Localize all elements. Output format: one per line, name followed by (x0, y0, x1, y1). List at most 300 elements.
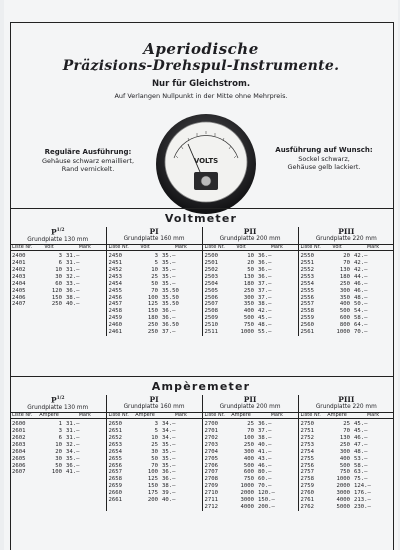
voltmeter-column-header: Volt (34, 244, 64, 251)
amperemeter-cell: 213.— (354, 497, 371, 504)
amperemeter-cell: 25 (343, 421, 351, 428)
voltmeter-cell (34, 329, 64, 336)
voltmeter-column-header: Mark (160, 244, 202, 251)
amperemeter-cell (34, 490, 64, 497)
voltmeter-cell: 1000 (240, 329, 255, 336)
amperemeter-cell: 46.— (258, 462, 272, 469)
voltmeter-cell: 40.— (66, 301, 80, 308)
amperemeter-group-name: PI (149, 395, 159, 404)
amperemeter-cell: 200 (147, 497, 159, 504)
amperemeter-cell: 34.— (162, 421, 176, 428)
amperemeter-cell: 34.— (162, 434, 176, 441)
voltmeter-cell: 2460 (106, 322, 130, 329)
voltmeter-cell: 48.— (258, 322, 272, 329)
voltmeter-cell: 2461 (106, 329, 130, 336)
amperemeter-cell: 35.— (162, 448, 176, 455)
voltmeter-cell: 60 (55, 280, 62, 287)
amperemeter-cell: 2607 (12, 469, 26, 476)
amperemeter-cell: 38.— (162, 483, 176, 490)
voltmeter-cell: 2451 (106, 260, 130, 267)
table-row (10, 281, 394, 288)
title-line-2: Präzisions-Drehspul-Instrumente. (62, 58, 340, 74)
amperemeter-cell: 3 (154, 421, 159, 428)
voltmeter-cell: 300 (243, 294, 255, 301)
voltmeter-cell: 36.— (162, 315, 176, 322)
amperemeter-cell: 36.— (258, 421, 272, 428)
amperemeter-cell: 750 (243, 476, 255, 483)
amperemeter-cell: 124.— (354, 483, 371, 490)
amperemeter-group-name: PIII (338, 395, 355, 404)
table-row (10, 435, 394, 442)
voltmeter-cell: 2555 (298, 288, 322, 295)
amperemeter-cell: 60.— (258, 476, 272, 483)
regular-heading: Reguläre Ausführung: (44, 148, 132, 156)
amperemeter-cell: 2600 (12, 421, 26, 428)
table-row (10, 308, 394, 315)
amperemeter-cell: 31.— (66, 434, 80, 441)
amperemeter-cell: 600 (243, 469, 255, 476)
amperemeter-cell: 20 (55, 448, 62, 455)
voltmeter-cell: 31.— (66, 266, 80, 273)
amperemeter-cell: 70 (151, 462, 159, 469)
special-version-text (254, 146, 394, 172)
voltmeter-cell (64, 315, 106, 322)
table-row (10, 419, 394, 428)
table-row (10, 428, 394, 435)
voltmeter-cell: 36.— (162, 308, 176, 315)
amperemeter-rule (10, 376, 394, 377)
voltmeter-cell: 2551 (298, 260, 322, 267)
voltmeter-column-header: Liste Nr. (202, 244, 226, 251)
voltmeter-cell: 2402 (12, 266, 26, 273)
amperemeter-cell: 2657 (106, 469, 130, 476)
amperemeter-cell: 50 (55, 462, 62, 469)
table-row (10, 274, 394, 281)
amperemeter-cell: 2701 (202, 428, 226, 435)
voltmeter-group-plate: Grundplatte 220 mm (315, 235, 377, 242)
voltmeter-column-header: Mark (64, 244, 106, 251)
amperemeter-cell: 41.— (66, 469, 80, 476)
voltmeter-cell: 36.— (258, 266, 272, 273)
subtitle: Nur für Gleichstrom. (151, 79, 251, 89)
voltmeter-cell: 36.50 (162, 322, 179, 329)
amperemeter-cell (64, 504, 106, 511)
table-row (10, 301, 394, 308)
voltmeter-column-header: Volt (226, 244, 256, 251)
voltmeter-cell: 350 (339, 294, 351, 301)
voltmeter-rule (10, 208, 394, 209)
amperemeter-cell (34, 476, 64, 483)
voltmeter-cell: 70 (151, 287, 159, 294)
amperemeter-cell: 53.— (354, 455, 368, 462)
amperemeter-cell: 5000 (336, 503, 351, 510)
voltmeter-cell: 2452 (106, 267, 130, 274)
special-heading: Ausführung auf Wunsch: (275, 146, 373, 154)
amperemeter-cell: 2706 (202, 463, 226, 470)
voltmeter-column-header: Mark (352, 244, 394, 251)
amperemeter-cell: 2605 (12, 455, 26, 462)
amperemeter-cell: 2712 (202, 504, 226, 511)
voltmeter-cell: 2453 (106, 274, 130, 281)
voltmeter-cell: 36.— (66, 287, 80, 294)
amperemeter-cell: 2761 (298, 497, 322, 504)
amperemeter-cell: 250 (339, 441, 351, 448)
voltmeter-cell: 400 (339, 301, 351, 308)
amperemeter-cell: 2604 (12, 448, 26, 455)
amperemeter-cell (10, 483, 34, 490)
amperemeter-group-plate: Grundplatte 200 mm (219, 403, 281, 410)
voltmeter-group-name: PI (149, 227, 159, 236)
amperemeter-cell: 70.— (258, 483, 272, 490)
amperemeter-cell: 2756 (298, 463, 322, 470)
amperemeter-cell: 50 (151, 455, 159, 462)
amperemeter-cell: 2753 (298, 442, 322, 449)
amperemeter-cell: 500 (339, 462, 351, 469)
amperemeter-column-header: Liste Nr. (202, 412, 226, 419)
voltmeter-group-header (106, 227, 202, 244)
amperemeter-cell: 41.— (258, 448, 272, 455)
amperemeter-cell: 35.— (162, 455, 176, 462)
amperemeter-cell: 125 (147, 476, 159, 483)
amperemeter-cell: 2655 (106, 456, 130, 463)
amperemeter-cell: 63.— (354, 469, 368, 476)
voltmeter-cell: 35.50 (162, 294, 179, 301)
amperemeter-cell: 2752 (298, 435, 322, 442)
voltmeter-cell: 2509 (202, 315, 226, 322)
voltmeter-cell: 42.— (354, 253, 368, 260)
voltmeter-cell: 48.— (354, 294, 368, 301)
amperemeter-cell: 120.— (258, 490, 275, 497)
amperemeter-cell: 2603 (12, 441, 26, 448)
voltmeter-cell: 37.— (258, 287, 272, 294)
amperemeter-cell: 36.— (162, 469, 176, 476)
voltmeter-cell: 3 (58, 253, 62, 260)
voltmeter-cell: 58.— (354, 315, 368, 322)
voltmeter-cell: 36.— (258, 260, 272, 266)
voltmeter-column-header: Liste Nr. (298, 244, 322, 251)
amperemeter-cell: 4000 (240, 503, 255, 510)
amperemeter-cell: 2751 (298, 428, 322, 435)
voltmeter-cell: 2508 (202, 308, 226, 315)
amperemeter-cell: 31.— (66, 428, 80, 434)
table-row (10, 463, 394, 470)
zero-point-note: Auf Verlangen Nullpunkt in der Mitte ohne Mehrpreis. (114, 92, 288, 100)
amperemeter-column-header: Ampère (130, 412, 160, 419)
amperemeter-cell (10, 490, 34, 497)
table-row (10, 456, 394, 463)
table-row (10, 260, 394, 267)
amperemeter-cell: 5 (154, 428, 159, 434)
amperemeter-cell: 45.— (354, 428, 368, 434)
voltmeter-cell (64, 322, 106, 329)
voltmeter-cell: 350 (243, 301, 255, 308)
amperemeter-cell: 250 (243, 441, 255, 448)
amperemeter-table (10, 395, 394, 511)
voltmeter-cell (10, 315, 34, 322)
voltmeter-group-plate: Grundplatte 130 mm (27, 236, 89, 243)
amperemeter-column-header: Mark (352, 412, 394, 419)
voltmeter-cell: 250 (339, 280, 351, 287)
amperemeter-cell: 176.— (354, 490, 371, 497)
amperemeter-cell: 2709 (202, 483, 226, 490)
voltmeter-cell: 130 (243, 273, 255, 280)
voltmeter-cell: 2559 (298, 315, 322, 322)
table-row (10, 288, 394, 295)
amperemeter-cell: 2661 (106, 497, 130, 504)
voltmeter-group-name: $P^{1/2}$ (50, 227, 65, 237)
amperemeter-cell: 25 (247, 421, 255, 428)
amperemeter-cell: 1000 (240, 483, 255, 490)
voltmeter-group-plate: Grundplatte 160 mm (123, 235, 185, 242)
amperemeter-cell (10, 497, 34, 504)
amperemeter-column-header: Ampère (34, 412, 64, 419)
voltmeter-cell: 600 (339, 315, 351, 322)
amperemeter-group-header (106, 395, 202, 412)
voltmeter-cell: 2552 (298, 267, 322, 274)
table-row (10, 469, 394, 476)
voltmeter-cell: 50.— (354, 301, 368, 308)
amperemeter-column-header: Mark (160, 412, 202, 419)
voltmeter-cell: 750 (243, 322, 255, 329)
voltmeter-group-header (298, 227, 394, 244)
table-row (10, 476, 394, 483)
amperemeter-cell: 230.— (354, 503, 371, 510)
amperemeter-cell: 2700 (202, 419, 226, 428)
voltmeter-cell: 37.— (258, 280, 272, 287)
voltmeter-cell: 800 (339, 322, 351, 329)
amperemeter-cell: 34.— (162, 428, 176, 434)
amperemeter-cell: 2759 (298, 483, 322, 490)
voltmeter-cell: 6 (58, 260, 62, 266)
voltmeter-cell: 37.— (258, 294, 272, 301)
amperemeter-cell: 3 (58, 428, 62, 434)
amperemeter-cell: 2602 (12, 434, 26, 441)
amperemeter-cell: 2660 (106, 490, 130, 497)
table-row (10, 251, 394, 260)
amperemeter-cell: 2651 (106, 428, 130, 435)
amperemeter-cell: 3000 (240, 497, 255, 504)
amperemeter-cell: 35.— (162, 441, 176, 448)
voltmeter-cell: 70 (343, 260, 351, 266)
title-line-1: Aperiodische (143, 40, 259, 58)
voltmeter-cell: 35.— (162, 266, 176, 273)
voltmeter-cell: 20 (247, 260, 255, 266)
voltmeter-cell: 36.— (258, 253, 272, 260)
voltmeter-illustration (154, 108, 258, 218)
voltmeter-cell: 2455 (106, 288, 130, 295)
table-row (10, 449, 394, 456)
amperemeter-cell: 80.— (258, 469, 272, 476)
amperemeter-cell: 25 (151, 441, 159, 448)
voltmeter-cell: 31.— (66, 260, 80, 266)
amperemeter-group-name: PII (243, 395, 257, 404)
amperemeter-cell: 500 (243, 462, 255, 469)
amperemeter-cell: 2704 (202, 449, 226, 456)
voltmeter-cell: 35.— (162, 260, 176, 266)
amperemeter-cell (64, 476, 106, 483)
voltmeter-cell: 2503 (202, 274, 226, 281)
voltmeter-cell: 250 (147, 322, 159, 329)
amperemeter-cell (34, 504, 64, 511)
table-row (10, 295, 394, 302)
amperemeter-cell: 2707 (202, 469, 226, 476)
amperemeter-cell: 38.— (258, 434, 272, 441)
voltmeter-cell (34, 322, 64, 329)
table-row (10, 497, 394, 504)
voltmeter-cell: 2561 (298, 329, 322, 336)
amperemeter-cell: 200.— (258, 503, 275, 510)
voltmeter-cell: 32.— (66, 273, 80, 280)
amperemeter-cell (64, 483, 106, 490)
voltmeter-table (10, 227, 394, 336)
voltmeter-group-header (202, 227, 298, 244)
voltmeter-cell: 35.— (162, 253, 176, 260)
amperemeter-group-header (10, 395, 106, 412)
amperemeter-cell: 70 (343, 428, 351, 434)
amperemeter-cell: 2702 (202, 435, 226, 442)
voltmeter-title: Voltmeter (164, 212, 238, 225)
voltmeter-column-header: Mark (256, 244, 298, 251)
amperemeter-cell: 100 (243, 434, 255, 441)
amperemeter-cell: 35.— (162, 462, 176, 469)
voltmeter-cell: 2400 (12, 253, 26, 260)
amperemeter-cell (34, 483, 64, 490)
voltmeter-cell: 180 (339, 273, 351, 280)
voltmeter-cell: 250 (147, 329, 159, 336)
voltmeter-cell: 2501 (202, 260, 226, 267)
amperemeter-column-header: Ampère (226, 412, 256, 419)
voltmeter-cell: 42.— (258, 308, 272, 315)
voltmeter-cell: 500 (243, 315, 255, 322)
amperemeter-cell: 47.— (354, 441, 368, 448)
amperemeter-cell: 100 (51, 469, 62, 476)
amperemeter-cell: 40.— (162, 497, 176, 504)
voltmeter-cell: 42.— (354, 260, 368, 266)
amperemeter-group-plate: Grundplatte 220 mm (315, 403, 377, 410)
voltmeter-cell: 70.— (354, 329, 368, 336)
dial-label: VOLTS (193, 157, 219, 165)
voltmeter-cell (34, 315, 64, 322)
amperemeter-column-header: Mark (64, 412, 106, 419)
voltmeter-cell: 130 (339, 266, 351, 273)
regular-line-1: Gehäuse schwarz emailliert, (41, 156, 135, 165)
voltmeter-cell: 10 (151, 266, 159, 273)
table-row (10, 483, 394, 490)
voltmeter-cell: 2403 (12, 273, 26, 280)
voltmeter-column-header: Liste Nr. (106, 244, 130, 251)
amperemeter-cell: 2711 (202, 497, 226, 504)
amperemeter-cell: 10 (55, 441, 62, 448)
amperemeter-group-header (202, 395, 298, 412)
amperemeter-cell (10, 476, 34, 483)
voltmeter-cell: 2556 (298, 295, 322, 302)
special-line-2: Gehäuse gelb lackiert. (287, 163, 361, 171)
voltmeter-group-name: PII (243, 227, 257, 236)
amperemeter-cell: 70 (247, 428, 255, 434)
amperemeter-cell: 34.— (66, 448, 80, 455)
voltmeter-cell: 500 (339, 308, 351, 315)
amperemeter-column-header: Ampère (322, 412, 352, 419)
voltmeter-cell: 2557 (298, 301, 322, 308)
voltmeter-cell: 2405 (12, 287, 26, 294)
voltmeter-cell: 2454 (106, 281, 130, 288)
table-row (10, 504, 394, 511)
amperemeter-column-header: Liste Nr. (12, 412, 33, 418)
voltmeter-cell: 2511 (202, 329, 226, 336)
voltmeter-cell: 55.— (258, 329, 272, 336)
amperemeter-cell (10, 504, 34, 511)
voltmeter-cell: 25 (151, 273, 159, 280)
voltmeter-cell: 10 (55, 266, 62, 273)
amperemeter-cell: 2653 (106, 442, 130, 449)
voltmeter-cell: 45.— (258, 315, 272, 322)
voltmeter-cell: 400 (243, 308, 255, 315)
amperemeter-group-sup: 1/2 (56, 396, 65, 401)
voltmeter-cell: 33.— (66, 280, 80, 287)
voltmeter-cell: 300 (339, 287, 351, 294)
amperemeter-cell: 2705 (202, 456, 226, 463)
voltmeter-cell: 2506 (202, 295, 226, 302)
catalog-page (4, 0, 398, 550)
voltmeter-cell (10, 329, 34, 336)
voltmeter-cell: 38.— (258, 301, 272, 308)
amperemeter-cell: 2710 (202, 490, 226, 497)
voltmeter-cell: 37.— (162, 329, 176, 336)
table-row (10, 315, 394, 322)
amperemeter-cell: 130 (339, 434, 351, 441)
voltmeter-cell: 2505 (202, 288, 226, 295)
amperemeter-cell: 300 (339, 448, 351, 455)
voltmeter-cell: 250 (51, 301, 62, 308)
voltmeter-cell: 150 (147, 308, 159, 315)
amperemeter-cell: 58.— (354, 462, 368, 469)
regular-version-text (18, 148, 158, 174)
amperemeter-cell: 31.— (66, 421, 80, 428)
amperemeter-cell: 2762 (298, 504, 322, 511)
voltmeter-cell: 100 (147, 294, 159, 301)
amperemeter-cell: 2601 (12, 428, 26, 434)
voltmeter-cell: 50 (151, 280, 159, 287)
voltmeter-cell: 2553 (298, 274, 322, 281)
voltmeter-cell: 2456 (106, 295, 130, 302)
table-row (10, 322, 394, 329)
voltmeter-cell: 42.— (354, 266, 368, 273)
amperemeter-cell: 2650 (106, 419, 130, 428)
voltmeter-cell: 150 (51, 294, 62, 301)
voltmeter-cell: 35.— (162, 280, 176, 287)
voltmeter-cell: 44.— (354, 273, 368, 280)
amperemeter-cell: 2760 (298, 490, 322, 497)
voltmeter-cell: 180 (243, 280, 255, 287)
amperemeter-cell: 32.— (66, 441, 80, 448)
amperemeter-cell: 40.— (258, 441, 272, 448)
voltmeter-cell: 35.50 (162, 287, 179, 294)
table-row (10, 442, 394, 449)
special-line-1: Sockel schwarz, (298, 154, 350, 163)
voltmeter-cell: 2550 (298, 251, 322, 260)
amperemeter-cell: 3000 (336, 490, 351, 497)
amperemeter-group-plate: Grundplatte 160 mm (123, 403, 185, 410)
amperemeter-cell: 75.— (354, 476, 368, 483)
amperemeter-cell: 2659 (106, 483, 130, 490)
voltmeter-cell: 2450 (106, 251, 130, 260)
voltmeter-cell: 3 (154, 253, 159, 260)
voltmeter-group-header (10, 227, 106, 244)
voltmeter-cell: 2458 (106, 308, 130, 315)
voltmeter-cell: 2554 (298, 281, 322, 288)
voltmeter-cell: 35.50 (162, 301, 179, 308)
table-row (10, 329, 394, 336)
